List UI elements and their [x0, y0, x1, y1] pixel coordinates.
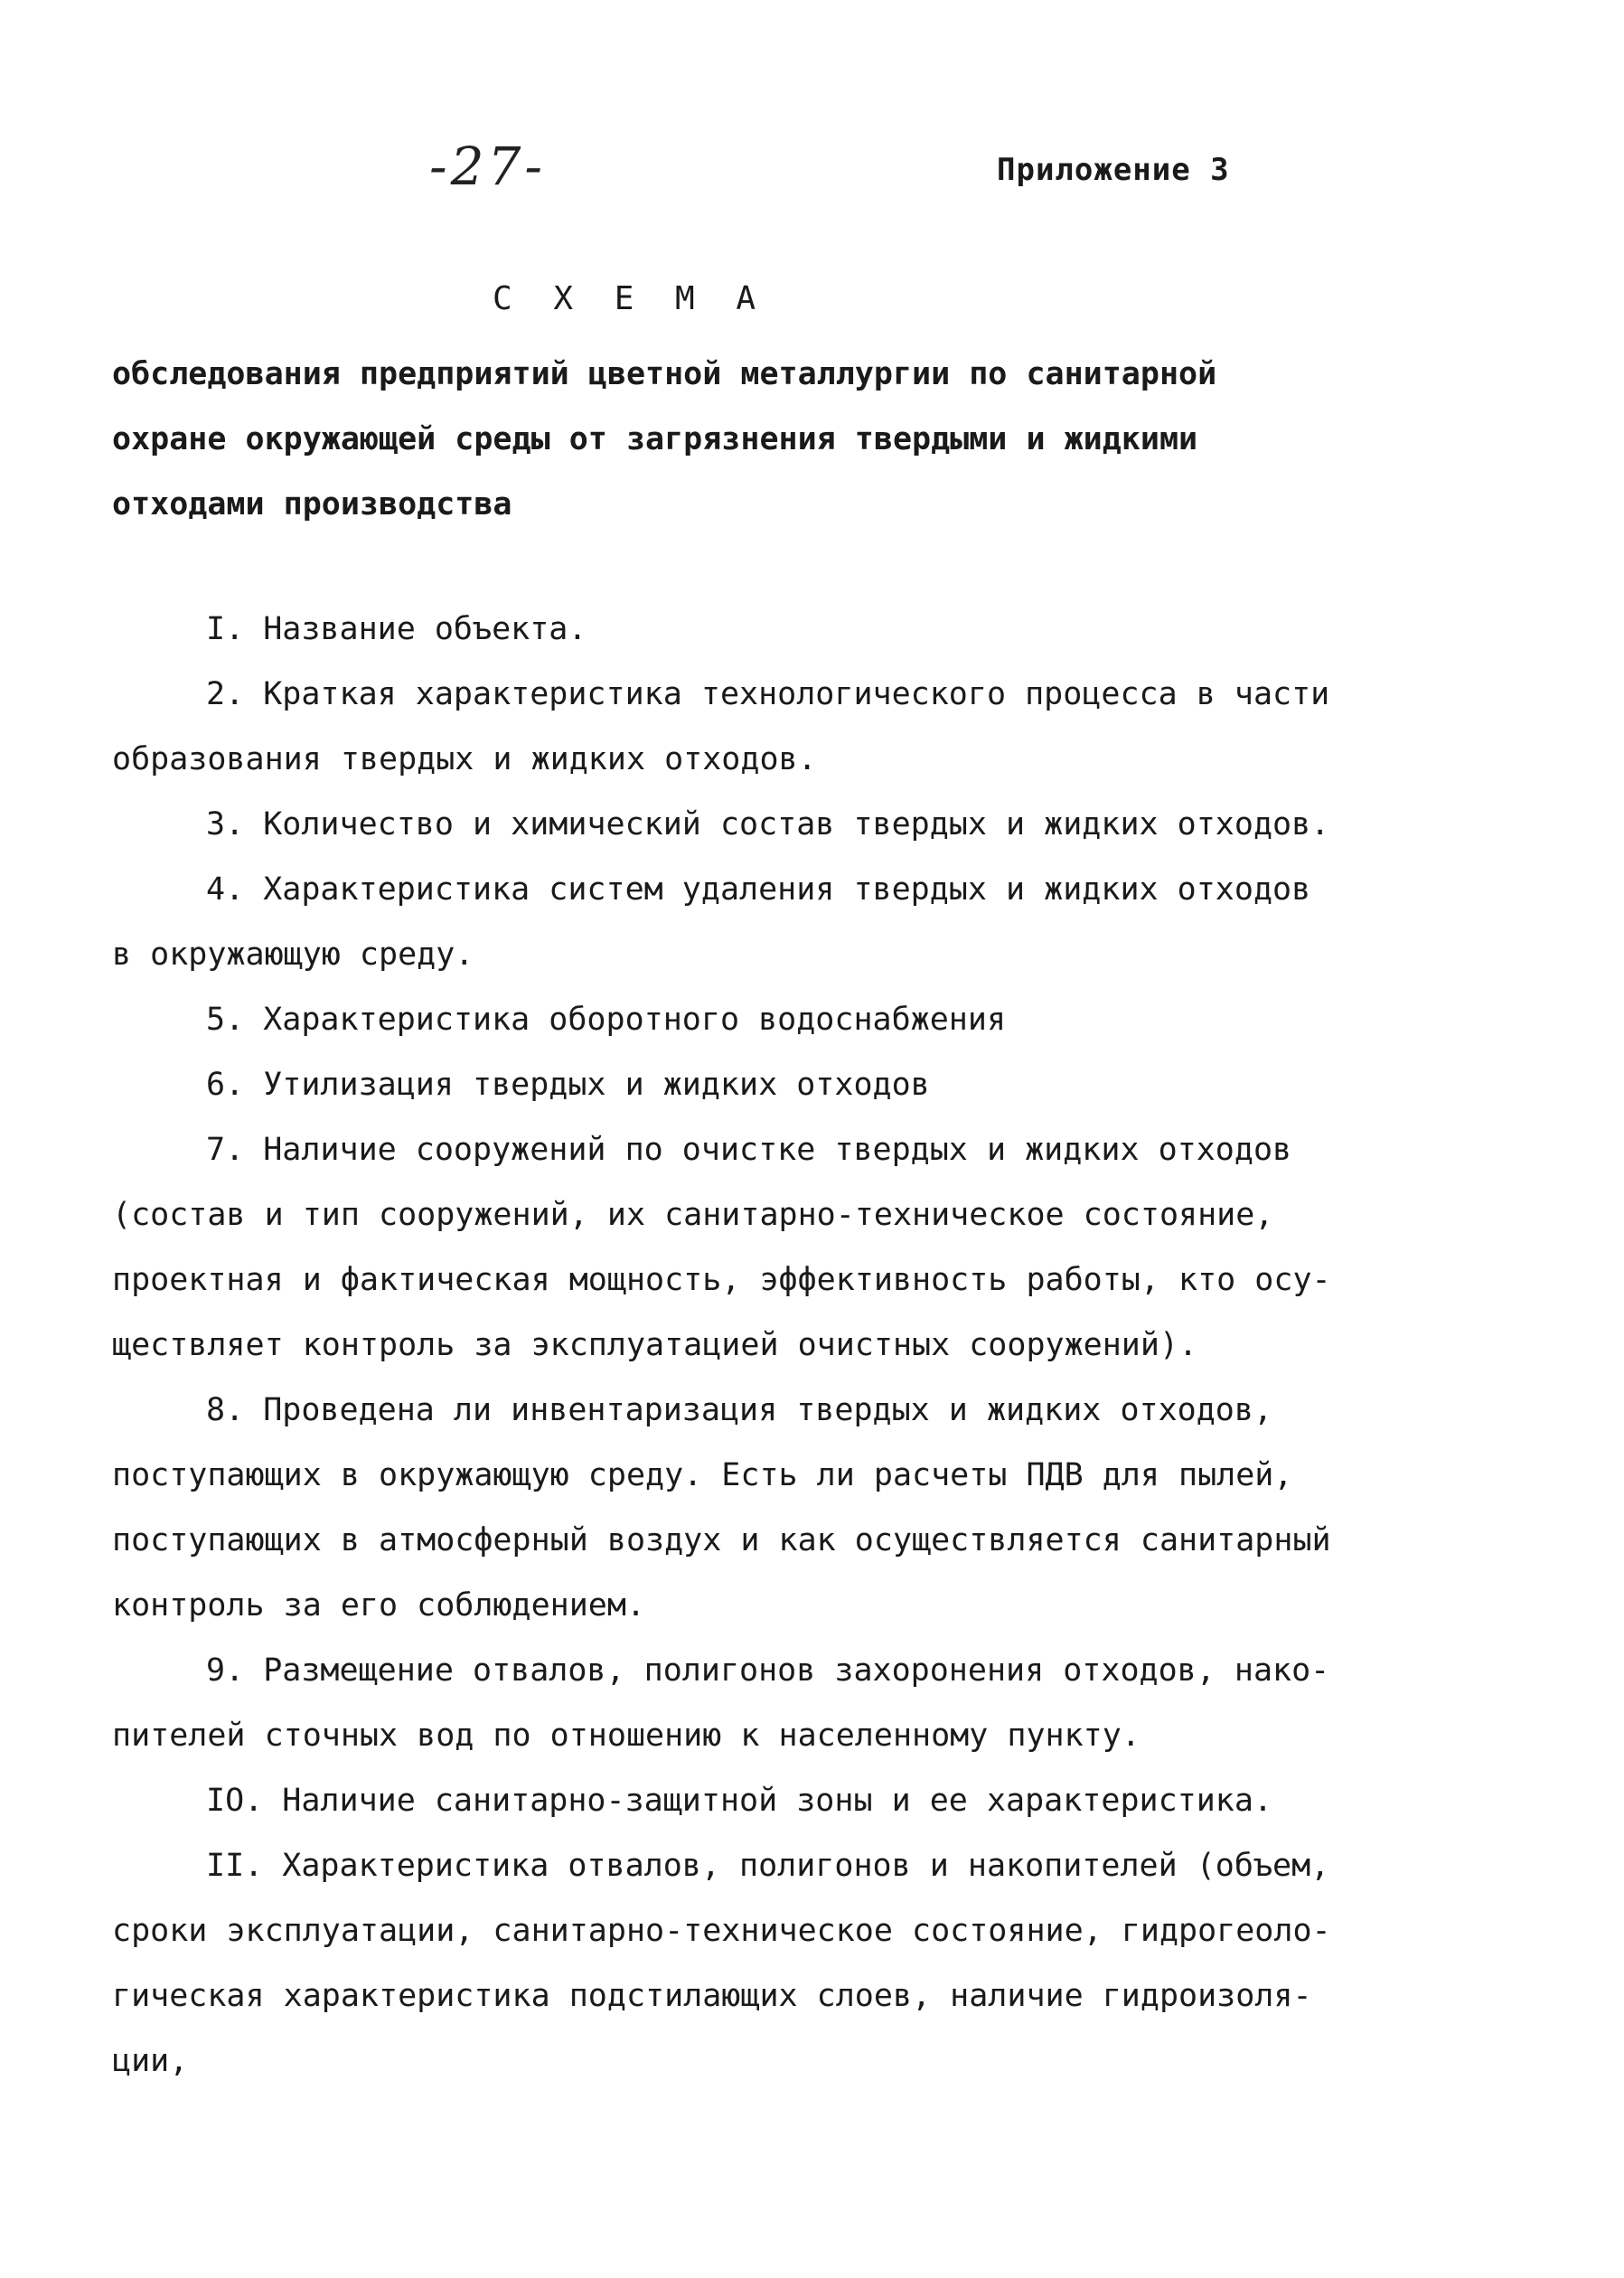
item-line: 5. Характеристика оборотного водоснабжения — [206, 1002, 1007, 1038]
item-line: образования твердых и жидких отходов. — [112, 741, 817, 777]
subtitle-line: обследования предприятий цветной металлургии по санитарной — [112, 356, 1217, 392]
item-line: поступающих в атмосферный воздух и как осуществляется санитарный — [112, 1522, 1331, 1558]
item-line: 8. Проведена ли инвентаризация твердых и жидких отходов, — [206, 1392, 1273, 1428]
item-line: 2. Краткая характеристика технологического процесса в части — [206, 676, 1330, 712]
item-line: гическая характеристика подстилающих слоев, наличие гидроизоля- — [112, 1978, 1312, 2014]
schema-item-5 — [112, 987, 1377, 1052]
subtitle-line: отходами производства — [112, 486, 512, 522]
item-line: сроки эксплуатации, санитарно-техническое состояние, гидрогеоло- — [112, 1913, 1331, 1949]
item-line: контроль за его соблюдением. — [112, 1587, 646, 1624]
item-line: IO. Наличие санитарно-защитной зоны и ее характеристика. — [206, 1783, 1273, 1819]
item-line: 3. Количество и химический состав твердых и жидких отходов. — [206, 806, 1330, 842]
item-line: 6. Утилизация твердых и жидких отходов — [206, 1067, 930, 1103]
item-line: ществляет контроль за эксплуатацией очистных сооружений). — [112, 1327, 1198, 1363]
item-line: II. Характеристика отвалов, полигонов и накопителей (объем, — [206, 1848, 1330, 1884]
schema-item-3 — [112, 792, 1377, 857]
item-line: (состав и тип сооружений, их санитарно-техническое состояние, — [112, 1197, 1274, 1233]
document-title: С Х Е М А — [493, 280, 767, 317]
schema-item-7 — [112, 1117, 1377, 1378]
item-line: пителей сточных вод по отношению к населенному пункту. — [112, 1718, 1141, 1754]
item-line: проектная и фактическая мощность, эффективность работы, кто осу- — [112, 1262, 1331, 1298]
schema-item-1 — [112, 597, 1377, 662]
item-line: 7. Наличие сооружений по очистке твердых и жидких отходов — [206, 1132, 1292, 1168]
page-number: -27- — [429, 136, 546, 197]
item-line: 4. Характеристика систем удаления твердых и жидких отходов — [206, 871, 1311, 908]
schema-item-8 — [112, 1378, 1377, 1638]
document-subtitle — [112, 342, 1377, 537]
appendix-label: Приложение 3 — [997, 152, 1230, 188]
schema-item-10 — [112, 1768, 1377, 1833]
schema-item-9 — [112, 1638, 1377, 1768]
subtitle-line: охране окружающей среды от загрязнения твердыми и жидкими — [112, 421, 1198, 457]
schema-items-list — [112, 597, 1377, 2094]
schema-item-11 — [112, 1833, 1377, 2094]
item-line: 9. Размещение отвалов, полигонов захоронения отходов, нако- — [206, 1652, 1330, 1689]
item-line: ции, — [112, 2043, 189, 2079]
schema-item-2 — [112, 662, 1377, 792]
item-line: в окружающую среду. — [112, 937, 474, 973]
schema-item-6 — [112, 1052, 1377, 1117]
schema-item-4 — [112, 857, 1377, 987]
item-line: I. Название объекта. — [206, 611, 587, 647]
item-line: поступающих в окружающую среду. Есть ли расчеты ПДВ для пылей, — [112, 1457, 1293, 1493]
